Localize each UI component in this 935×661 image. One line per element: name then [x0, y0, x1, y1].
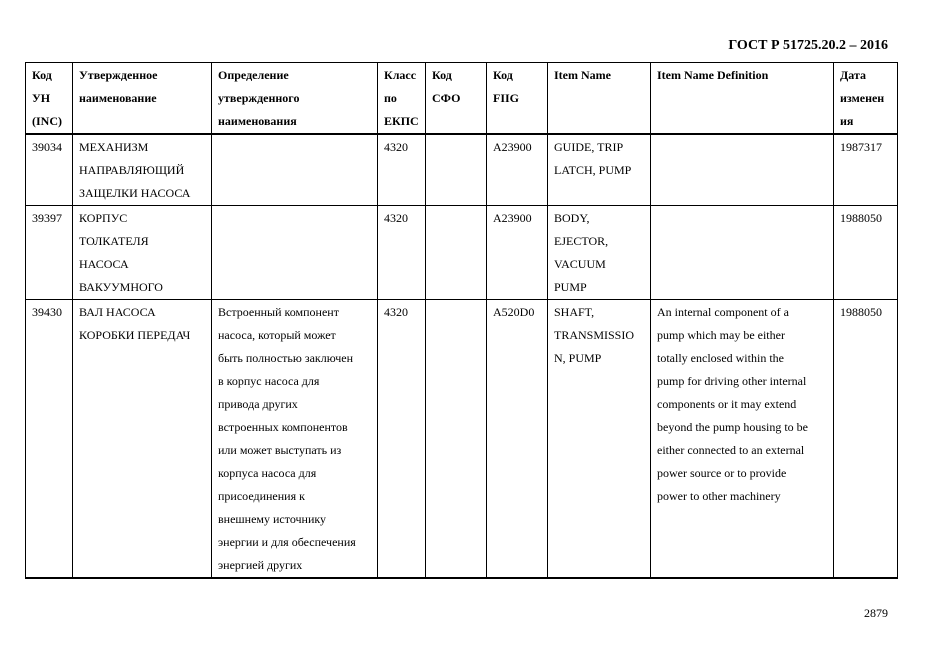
item-name-cell — [548, 206, 651, 300]
item-definition-cell — [651, 206, 834, 300]
inc-cell — [26, 134, 73, 206]
name-cell-line: КОРОБКИ ПЕРЕДАЧ — [79, 328, 191, 342]
definition-cell-line: корпуса насоса для — [218, 466, 317, 480]
item-definition-cell-line: beyond the pump housing to be — [657, 420, 808, 434]
item-definition-cell — [651, 134, 834, 206]
name-cell-line: ВАКУУМНОГО — [79, 280, 163, 294]
definition-cell-line: насоса, который может — [218, 328, 336, 342]
item-name-cell-line: TRANSMISSIO — [554, 328, 635, 342]
table-row — [26, 206, 898, 300]
column-header-line: Item Name — [554, 68, 611, 82]
column-header-line: Код — [432, 68, 452, 82]
name-cell-line: МЕХАНИЗМ — [79, 140, 149, 154]
name-cell-line: НАСОСА — [79, 257, 129, 271]
inc-cell — [26, 206, 73, 300]
inc-cell-line: 39034 — [32, 140, 62, 154]
inc-cell-line: 39397 — [32, 211, 62, 225]
column-header-inc — [26, 63, 73, 135]
table-body — [26, 134, 898, 578]
item-name-cell — [548, 134, 651, 206]
page-number: 2879 — [864, 606, 888, 620]
definition-cell-line: привода других — [218, 397, 298, 411]
item-definition-cell-line: components or it may extend — [657, 397, 797, 411]
date-cell — [834, 206, 898, 300]
date-cell-line: 1987317 — [840, 140, 882, 154]
date-cell — [834, 134, 898, 206]
item-definition-cell-line: pump for driving other internal — [657, 374, 807, 388]
name-cell-line: ТОЛКАТЕЛЯ — [79, 234, 149, 248]
definition-cell-line: встроенных компонентов — [218, 420, 348, 434]
column-header-item-name — [548, 63, 651, 135]
definition-cell-line: присоединения к — [218, 489, 305, 503]
item-name-cell — [548, 300, 651, 579]
item-name-cell-line: PUMP — [554, 280, 587, 294]
date-cell-line: 1988050 — [840, 305, 882, 319]
column-header-line: Код — [493, 68, 513, 82]
item-definition-cell-line: An internal component of a — [657, 305, 789, 319]
definition-cell-line: или может выступать из — [218, 443, 342, 457]
item-definition-cell-line: power to other machinery — [657, 489, 781, 503]
column-header-item-definition — [651, 63, 834, 135]
class-cell-line: 4320 — [384, 140, 408, 154]
column-header-line: утвержденного — [218, 91, 300, 105]
class-cell — [378, 300, 426, 579]
column-header-name — [73, 63, 212, 135]
name-cell-line: НАПРАВЛЯЮЩИЙ — [79, 163, 185, 177]
column-header-line: Определение — [218, 68, 289, 82]
name-cell-line: ЗАЩЕЛКИ НАСОСА — [79, 186, 191, 200]
inc-cell-line: 39430 — [32, 305, 62, 319]
definition-cell-line: Встроенный компонент — [218, 305, 339, 319]
column-header-line: наименование — [79, 91, 157, 105]
item-name-cell-line: GUIDE, TRIP — [554, 140, 624, 154]
definition-cell-line: в корпус насоса для — [218, 374, 320, 388]
item-name-cell-line: SHAFT, — [554, 305, 595, 319]
definition-cell-line: быть полностью заключен — [218, 351, 354, 365]
column-header-line: Утвержденное — [79, 68, 158, 82]
document-standard-number: ГОСТ Р 51725.20.2 – 2016 — [728, 38, 888, 53]
fiig-cell — [487, 206, 548, 300]
column-header-line: FIIG — [493, 91, 520, 105]
name-cell — [73, 134, 212, 206]
class-cell-line: 4320 — [384, 211, 408, 225]
class-cell-line: 4320 — [384, 305, 408, 319]
column-header-sfo — [426, 63, 487, 135]
item-definition-cell — [651, 300, 834, 579]
column-header-line: Код — [32, 68, 52, 82]
table-row — [26, 300, 898, 579]
column-header-line: Дата — [840, 68, 866, 82]
definition-cell — [212, 300, 378, 579]
column-header-line: по — [384, 91, 397, 105]
column-header-line: СФО — [432, 91, 461, 105]
column-header-line: УН — [32, 91, 51, 105]
column-header-line: (INC) — [32, 114, 62, 128]
sfo-cell — [426, 300, 487, 579]
item-definition-cell-line: either connected to an external — [657, 443, 805, 457]
definition-cell-line: энергией других — [218, 558, 303, 572]
fiig-cell-line: A23900 — [493, 140, 532, 154]
column-header-class — [378, 63, 426, 135]
column-header-line: наименования — [218, 114, 297, 128]
name-cell-line: ВАЛ НАСОСА — [79, 305, 156, 319]
table-header-row — [26, 63, 898, 135]
item-definition-cell-line: totally enclosed within the — [657, 351, 784, 365]
class-cell — [378, 134, 426, 206]
definition-cell — [212, 206, 378, 300]
column-header-line: ия — [840, 114, 854, 128]
class-cell — [378, 206, 426, 300]
fiig-cell-line: A23900 — [493, 211, 532, 225]
date-cell-line: 1988050 — [840, 211, 882, 225]
sfo-cell — [426, 134, 487, 206]
definition-cell-line: энергии и для обеспечения — [218, 535, 356, 549]
inc-cell — [26, 300, 73, 579]
column-header-definition — [212, 63, 378, 135]
sfo-cell — [426, 206, 487, 300]
column-header-line: ЕКПС — [384, 114, 419, 128]
item-name-cell-line: VACUUM — [554, 257, 606, 271]
column-header-date — [834, 63, 898, 135]
column-header-line: Item Name Definition — [657, 68, 769, 82]
item-name-cell-line: EJECTOR, — [554, 234, 609, 248]
catalog-table — [25, 62, 898, 579]
column-header-line: изменен — [840, 91, 885, 105]
item-name-cell-line: LATCH, PUMP — [554, 163, 632, 177]
item-definition-cell-line: pump which may be either — [657, 328, 785, 342]
date-cell — [834, 300, 898, 579]
column-header-fiig — [487, 63, 548, 135]
item-definition-cell-line: power source or to provide — [657, 466, 787, 480]
fiig-cell-line: A520D0 — [493, 305, 535, 319]
definition-cell-line: внешнему источнику — [218, 512, 327, 526]
item-name-cell-line: N, PUMP — [554, 351, 602, 365]
table-row — [26, 134, 898, 206]
fiig-cell — [487, 300, 548, 579]
name-cell-line: КОРПУС — [79, 211, 128, 225]
item-name-cell-line: BODY, — [554, 211, 590, 225]
fiig-cell — [487, 134, 548, 206]
definition-cell — [212, 134, 378, 206]
name-cell — [73, 300, 212, 579]
name-cell — [73, 206, 212, 300]
column-header-line: Класс — [384, 68, 417, 82]
